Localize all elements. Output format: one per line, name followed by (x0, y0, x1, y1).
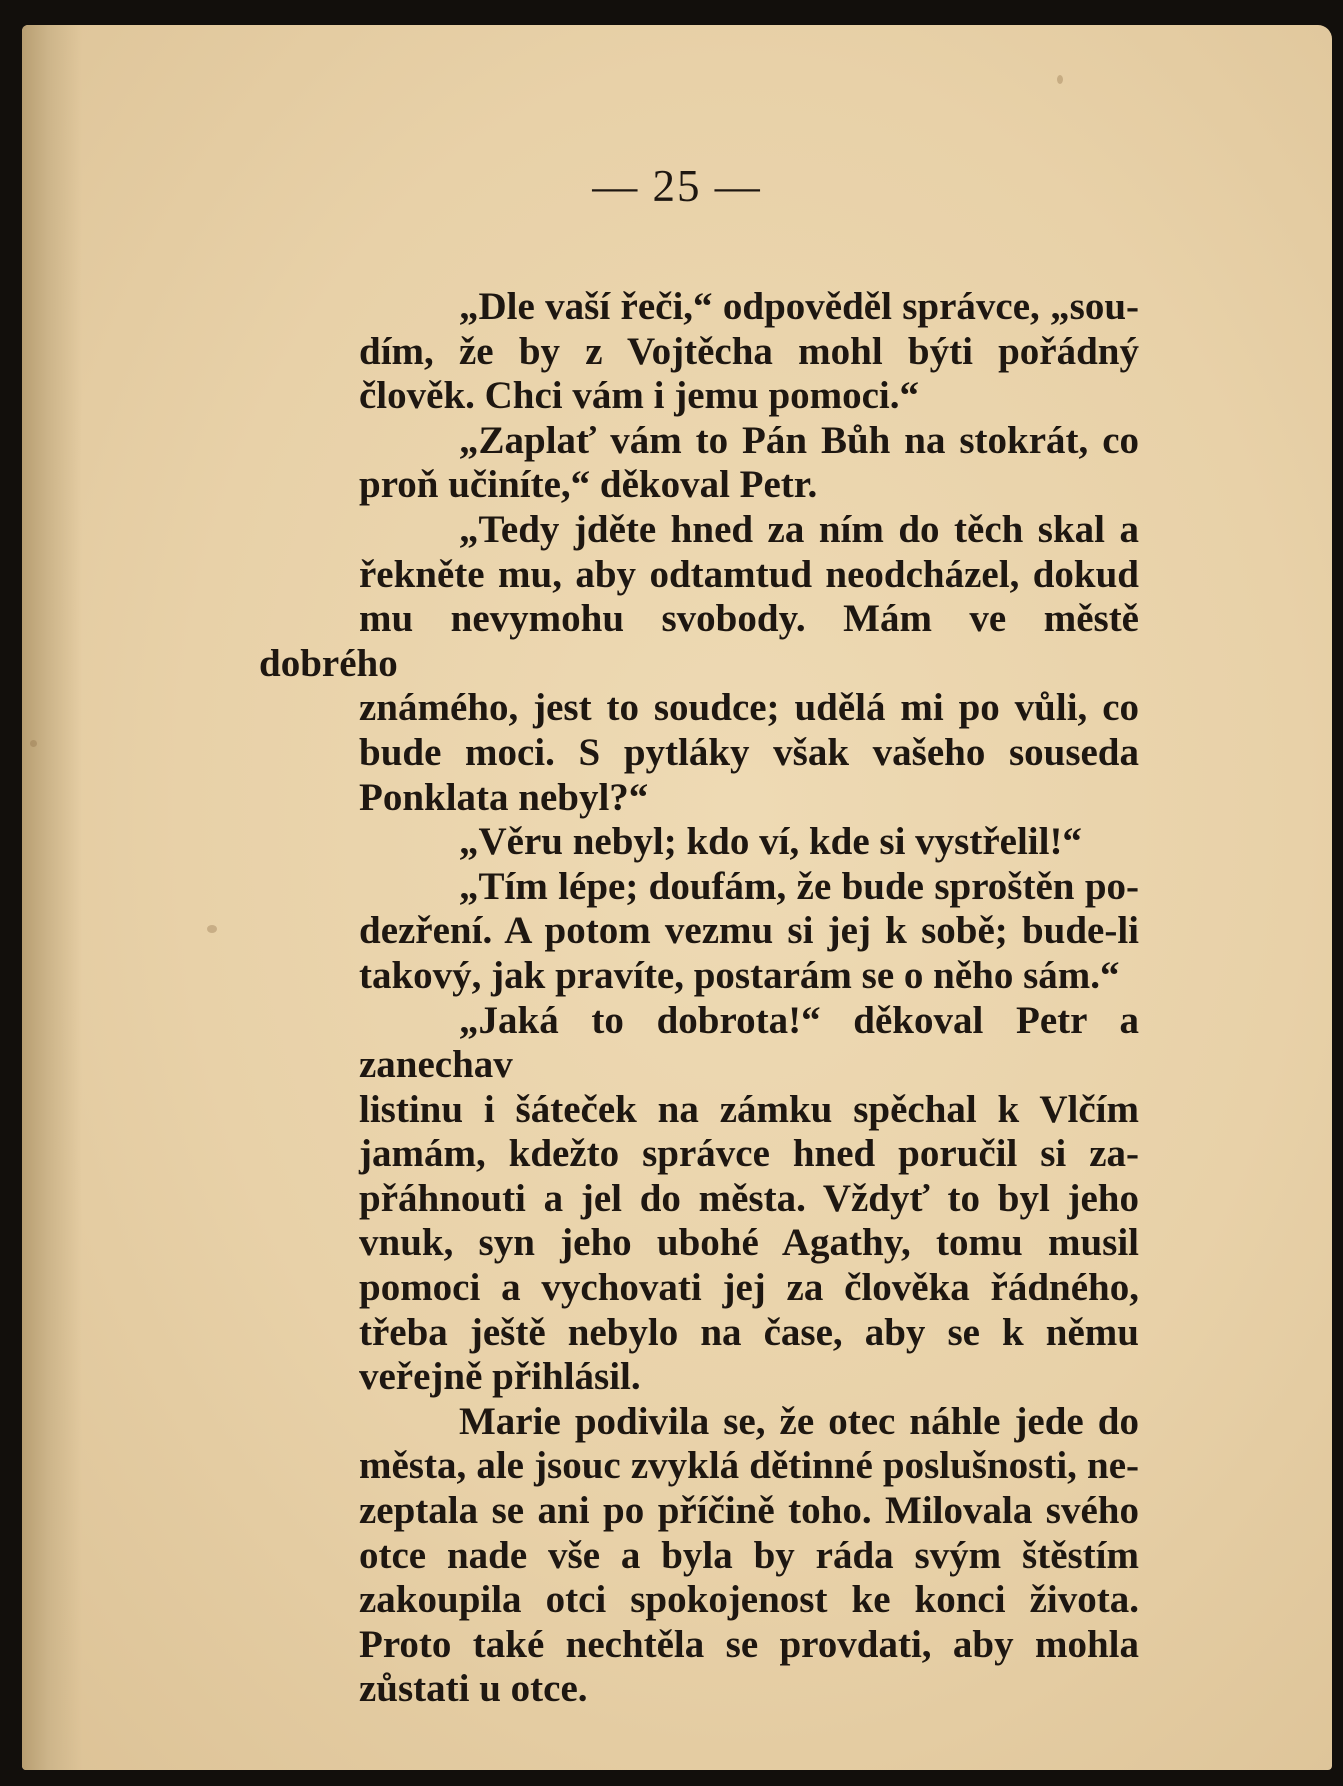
page-gutter-shadow (22, 25, 82, 1770)
text-line: řekněte mu, aby odtamtud neodcházel, dokud (359, 552, 1139, 596)
paragraph (259, 1400, 1139, 1712)
text-line: „Tím lépe; doufám, že bude sproštěn po- (459, 864, 1139, 908)
paragraph (259, 419, 1139, 508)
paragraph (259, 999, 1139, 1400)
text-line: takový, jak pravíte, postarám se o něho sám.“ (359, 953, 1120, 997)
text-line: Ponklata nebyl?“ (359, 775, 649, 819)
text-line: dím, že by z Vojtěcha mohl býti pořádný (359, 329, 1139, 373)
text-line: jamám, kdežto správce hned poručil si za- (359, 1132, 1139, 1176)
foxing-spot (30, 740, 37, 747)
text-line: zeptala se ani po příčině toho. Milovala svého (359, 1489, 1139, 1533)
page-number: — 25 — (592, 161, 762, 211)
book-page (22, 25, 1332, 1770)
text-line: bude moci. S pytláky však vašeho souseda (359, 730, 1139, 774)
text-line: třeba ještě nebylo na čase, aby se k němu (359, 1310, 1139, 1354)
text-line: „Tedy jděte hned za ním do těch skal a (459, 507, 1139, 551)
text-line: zakoupila otci spokojenost ke konci života. (359, 1578, 1139, 1622)
paragraph (259, 820, 1139, 865)
text-line: vnuk, syn jeho ubohé Agathy, tomu musil (359, 1221, 1139, 1265)
text-line: dezření. A potom vezmu si jej k sobě; bude-li (359, 909, 1139, 953)
text-line: Proto také nechtěla se provdati, aby mohla (359, 1622, 1139, 1666)
text-line: známého, jest to soudce; udělá mi po vůli, co (359, 686, 1139, 730)
foxing-spot (1057, 75, 1063, 84)
paragraph (259, 508, 1139, 820)
paragraph (259, 285, 1139, 419)
text-line: člověk. Chci vám i jemu pomoci.“ (359, 374, 920, 418)
text-line: města, ale jsouc zvyklá dětinné poslušnosti, ne- (359, 1444, 1139, 1488)
text-line: mu nevymohu svobody. Mám ve městě dobrého (259, 597, 1139, 685)
paragraph (259, 865, 1139, 999)
foxing-spot (207, 925, 217, 933)
text-line: „Dle vaší řeči,“ odpověděl správce, „sou- (459, 285, 1139, 328)
text-line: zůstati u otce. (359, 1667, 588, 1711)
text-line: „Věru nebyl; kdo ví, kde si vystřelil!“ (459, 820, 1082, 864)
text-line: veřejně přihlásil. (359, 1355, 641, 1399)
text-line: pomoci a vychovati jej za člověka řádného, (359, 1266, 1139, 1310)
text-line: listinu i šáteček na zámku spěchal k Vlčím (359, 1087, 1139, 1131)
text-line: otce nade vše a byla by ráda svým štěstím (359, 1533, 1139, 1577)
text-line: „Jaká to dobrota!“ děkoval Petr a zanechav (359, 998, 1139, 1087)
text-line: Marie podivila se, že otec náhle jede do (459, 1399, 1139, 1443)
body-text (259, 285, 1139, 1712)
text-line: proň učiníte,“ děkoval Petr. (359, 463, 818, 507)
text-line: přáhnouti a jel do města. Vždyť to byl jeho (359, 1176, 1139, 1220)
text-line: „Zaplať vám to Pán Bůh na stokrát, co (459, 418, 1139, 462)
